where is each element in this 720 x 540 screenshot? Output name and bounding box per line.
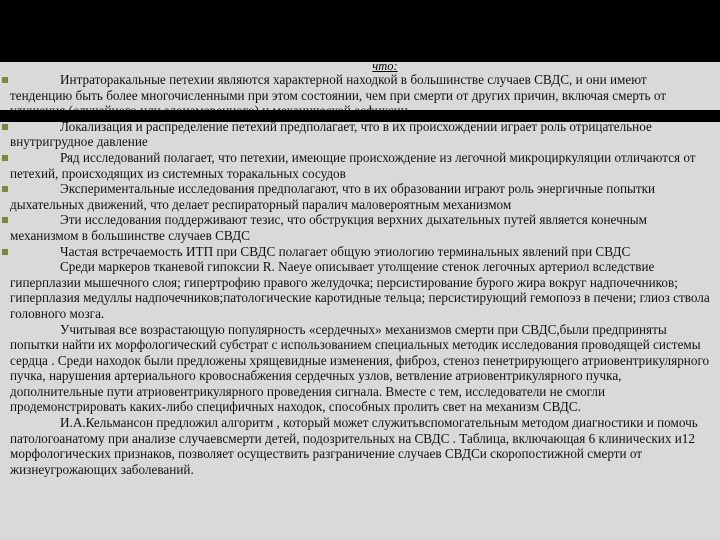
bullet-item: Экспериментальные исследования предполагают, что в их образовании играют роль энергичные попытки дыхательных движений, что делает респираторный паралич маловероятным механизмом [10,181,710,212]
slide-title [60,44,710,74]
paragraph: Среди маркеров тканевой гипоксии R. Naeye описывает утолщение стенок легочных артериол вследствие гиперплазии мышечного слоя; гипертрофию правого желудочка; персистирование бурого жира вокруг надпочечников; гиперплазия медуллы надпочечников;патологические каротидные тельца; персистирующий гемопоэз в печени; глиоз ствола головного мозга. [10,259,710,321]
bullet-item: Ряд исследований полагает, что петехии, имеющие происхождение из легочной микроциркуляции отличаются от петехий, происходящих из системных торакальных сосудов [10,150,710,181]
paragraph: И.А.Кельмансон предложил алгоритм , который может служитьвспомогательным методом диагностики и помочь патологоанатому при анализе случаевсмерти детей, подозрительных на СВДС . Таблица, включающая 6 клинических и12 морфологических признаков, позволяет осуществить разграничение случаев СВДСи скоропостижной смерти от жизнеугрожающих заболеваний. [10,415,698,477]
title-line-2: что: [372,59,398,73]
bullet-item: Интраторакальные петехии являются характерной находкой в большинстве случаев СВДС, и они имеют тенденцию быть более многочисленными при этом состоянии, чем при смерти от других причин, включая смерть от [10,72,710,119]
bullet-item: Эти исследования поддерживают тезис, что обструкция верхних дыхательных путей является конечным механизмом в большинстве случаев СВДС [10,212,710,243]
paragraph: Учитывая все возрастающую популярность «сердечных» механизмов смерти при СВДС,были предприняты попытки найти их морфологический субстрат с использованием специальных методик исследования проводящей системы сердца . Среди находок были предложены хрящевидные изменения, фиброз, стеноз пенетрирующего атриовентрикулярного пучка, нарушения артериального кровоснабжения сердечных узлов, ветвление атриовентрикулярного пучка, дополнительные пути атриовентрикулярного проведения сигнала. Вместе с тем, исследователи не смогли продемонстрировать каких-либо специфичных находок, способных пролить свет на механизм СВДС. [10,321,710,415]
title-line-1: Дискуссия о роли интраторакальных петехий (ИТП) между J.Beckwith и H. Krous привели к заключению, [104,44,666,58]
slide-body [10,72,710,477]
bullet-item: Частая встречаемость ИТП при СВДС полагает общую этиологию терминальных явлений при СВДС [10,244,710,260]
bullet-item: Локализация и распределение петехий предполагает, что в их происхождении играет роль отрицательное внутригрудное давление [10,119,710,150]
